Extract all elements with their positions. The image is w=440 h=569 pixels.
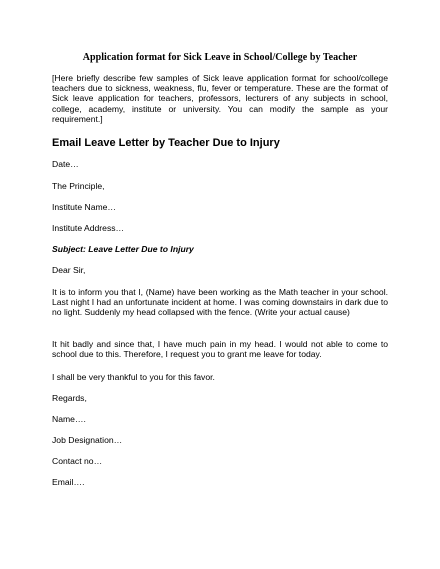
contact-line: Contact no… <box>52 456 103 466</box>
institute-name-line: Institute Name… <box>52 202 116 212</box>
closing-line: I shall be very thankful to you for this favor. <box>52 372 215 382</box>
body-paragraph-2: It hit badly and since that, I have much pain in my head. I would not able to come to school due to this. Therefore, I request you to grant me leave for today. <box>52 339 388 360</box>
job-designation-line: Job Designation… <box>52 435 123 445</box>
body-paragraph-1: It is to inform you that I, (Name) have been working as the Math teacher in your school. Last night I had an unfortunate incident at home. I was coming downstairs in dark due to no light. Suddenly my head collapsed with the fence. (Write your actual cause) <box>52 287 388 318</box>
recipient-line: The Principle, <box>52 181 105 191</box>
document-title: Application format for Sick Leave in School/College by Teacher <box>82 52 358 63</box>
name-line: Name…. <box>52 414 86 424</box>
email-line: Email…. <box>52 477 85 487</box>
date-line: Date… <box>52 159 79 169</box>
salutation-line: Dear Sir, <box>52 265 86 275</box>
intro-paragraph: [Here briefly describe few samples of Sick leave application format for school/college teachers due to sickness, weakness, flu, fever or temperature. These are the format of Sick leave application for teachers, professors, lecturers of any subjects in school, college, academy, institute or university. You can modify the sample as your requirement.] <box>52 73 388 124</box>
regards-line: Regards, <box>52 393 87 403</box>
institute-address-line: Institute Address… <box>52 223 125 233</box>
subject-line: Subject: Leave Letter Due to Injury <box>52 244 194 254</box>
letter-heading: Email Leave Letter by Teacher Due to Injury <box>52 137 280 149</box>
